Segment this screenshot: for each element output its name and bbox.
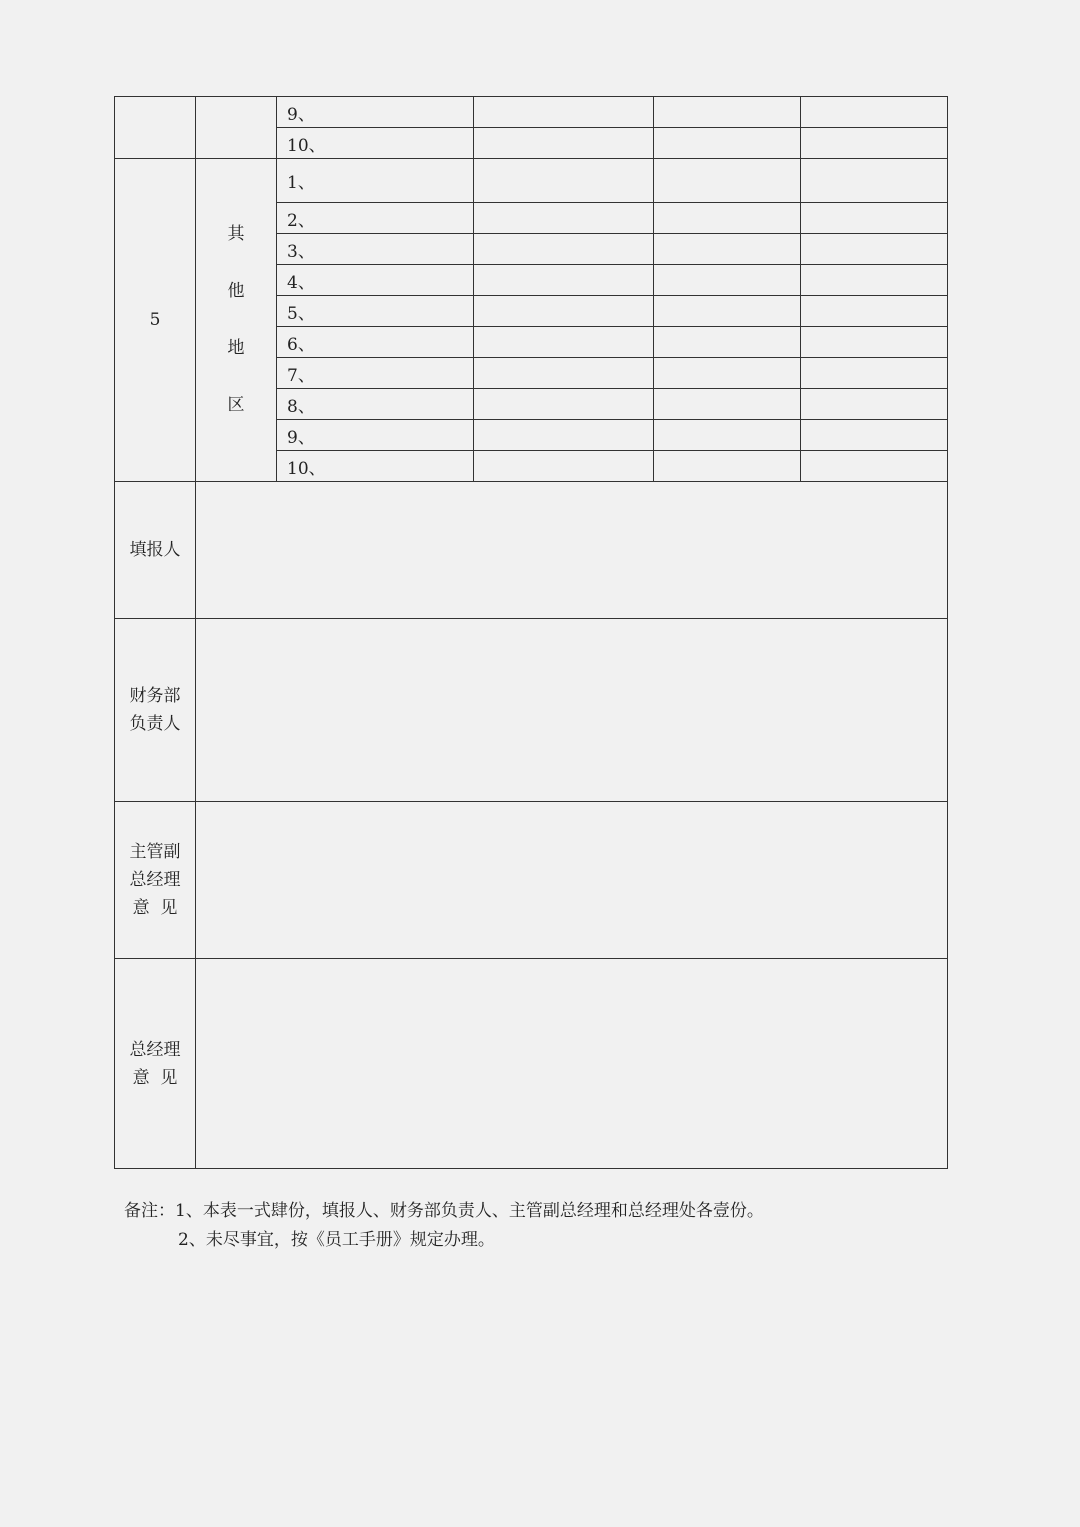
remarks	[124, 1197, 764, 1255]
row-number: 7、	[277, 358, 474, 389]
region-cell	[196, 97, 277, 159]
region-char: 他	[227, 281, 245, 301]
approval-row-vp	[115, 802, 948, 959]
blank-cell[interactable]	[654, 234, 801, 265]
finance-label-line: 负责人	[129, 714, 181, 734]
region-char: 地	[227, 338, 245, 358]
row-number: 6、	[277, 327, 474, 358]
filler-label-text: 填报人	[129, 540, 181, 560]
remark-line-1: 备注：1、本表一式肆份，填报人、财务部负责人、主管副总经理和总经理处各壹份。	[124, 1201, 764, 1221]
blank-cell[interactable]	[654, 128, 801, 159]
blank-cell[interactable]	[801, 203, 948, 234]
region-char: 其	[227, 224, 245, 244]
row-number: 10、	[277, 451, 474, 482]
row-number: 9、	[277, 97, 474, 128]
vp-opinion-field[interactable]	[196, 802, 948, 959]
blank-cell[interactable]	[654, 265, 801, 296]
blank-cell[interactable]	[654, 327, 801, 358]
approval-row-gm	[115, 959, 948, 1169]
blank-cell[interactable]	[801, 159, 948, 203]
blank-cell[interactable]	[654, 451, 801, 482]
blank-cell[interactable]	[654, 159, 801, 203]
blank-cell[interactable]	[654, 389, 801, 420]
vp-label	[115, 802, 196, 959]
blank-cell[interactable]	[801, 234, 948, 265]
row-number: 8、	[277, 389, 474, 420]
blank-cell[interactable]	[801, 128, 948, 159]
finance-label	[115, 619, 196, 802]
blank-cell[interactable]	[801, 420, 948, 451]
blank-cell[interactable]	[474, 203, 654, 234]
remark-line-2: 2、未尽事宜，按《员工手册》规定办理。	[178, 1230, 495, 1250]
finance-field[interactable]	[196, 619, 948, 802]
blank-cell[interactable]	[474, 389, 654, 420]
index-cell	[115, 97, 196, 159]
gm-label-line: 意 见	[132, 1067, 178, 1088]
blank-cell[interactable]	[474, 97, 654, 128]
table-row	[115, 159, 948, 203]
row-number: 1、	[277, 159, 474, 203]
blank-cell[interactable]	[801, 296, 948, 327]
blank-cell[interactable]	[474, 358, 654, 389]
blank-cell[interactable]	[474, 296, 654, 327]
row-number: 4、	[277, 265, 474, 296]
row-number: 5、	[277, 296, 474, 327]
vp-label-line: 意 见	[132, 898, 178, 918]
blank-cell[interactable]	[474, 128, 654, 159]
blank-cell[interactable]	[654, 203, 801, 234]
region-char: 区	[227, 395, 245, 415]
finance-label-line: 财务部	[129, 686, 181, 706]
blank-cell[interactable]	[474, 451, 654, 482]
blank-cell[interactable]	[801, 358, 948, 389]
row-number: 2、	[277, 203, 474, 234]
blank-cell[interactable]	[801, 451, 948, 482]
gm-label	[115, 959, 196, 1169]
row-number: 10、	[277, 128, 474, 159]
approval-row-finance	[115, 619, 948, 802]
row-number: 3、	[277, 234, 474, 265]
blank-cell[interactable]	[474, 327, 654, 358]
blank-cell[interactable]	[654, 97, 801, 128]
blank-cell[interactable]	[801, 327, 948, 358]
region-label	[196, 159, 277, 482]
blank-cell[interactable]	[474, 420, 654, 451]
gm-label-line: 总经理	[129, 1039, 181, 1060]
approval-row-filler	[115, 482, 948, 619]
table-row	[115, 97, 948, 128]
blank-cell[interactable]	[474, 159, 654, 203]
blank-cell[interactable]	[654, 296, 801, 327]
blank-cell[interactable]	[474, 265, 654, 296]
summary-table	[114, 96, 948, 1169]
blank-cell[interactable]	[654, 420, 801, 451]
blank-cell[interactable]	[801, 265, 948, 296]
vp-label-line: 总经理	[129, 870, 181, 890]
group-index: 5	[115, 159, 196, 482]
vp-label-line: 主管副	[129, 842, 181, 862]
gm-opinion-field[interactable]	[196, 959, 948, 1169]
blank-cell[interactable]	[474, 234, 654, 265]
filler-field[interactable]	[196, 482, 948, 619]
filler-label	[115, 482, 196, 619]
blank-cell[interactable]	[654, 358, 801, 389]
row-number: 9、	[277, 420, 474, 451]
blank-cell[interactable]	[801, 389, 948, 420]
blank-cell[interactable]	[801, 97, 948, 128]
